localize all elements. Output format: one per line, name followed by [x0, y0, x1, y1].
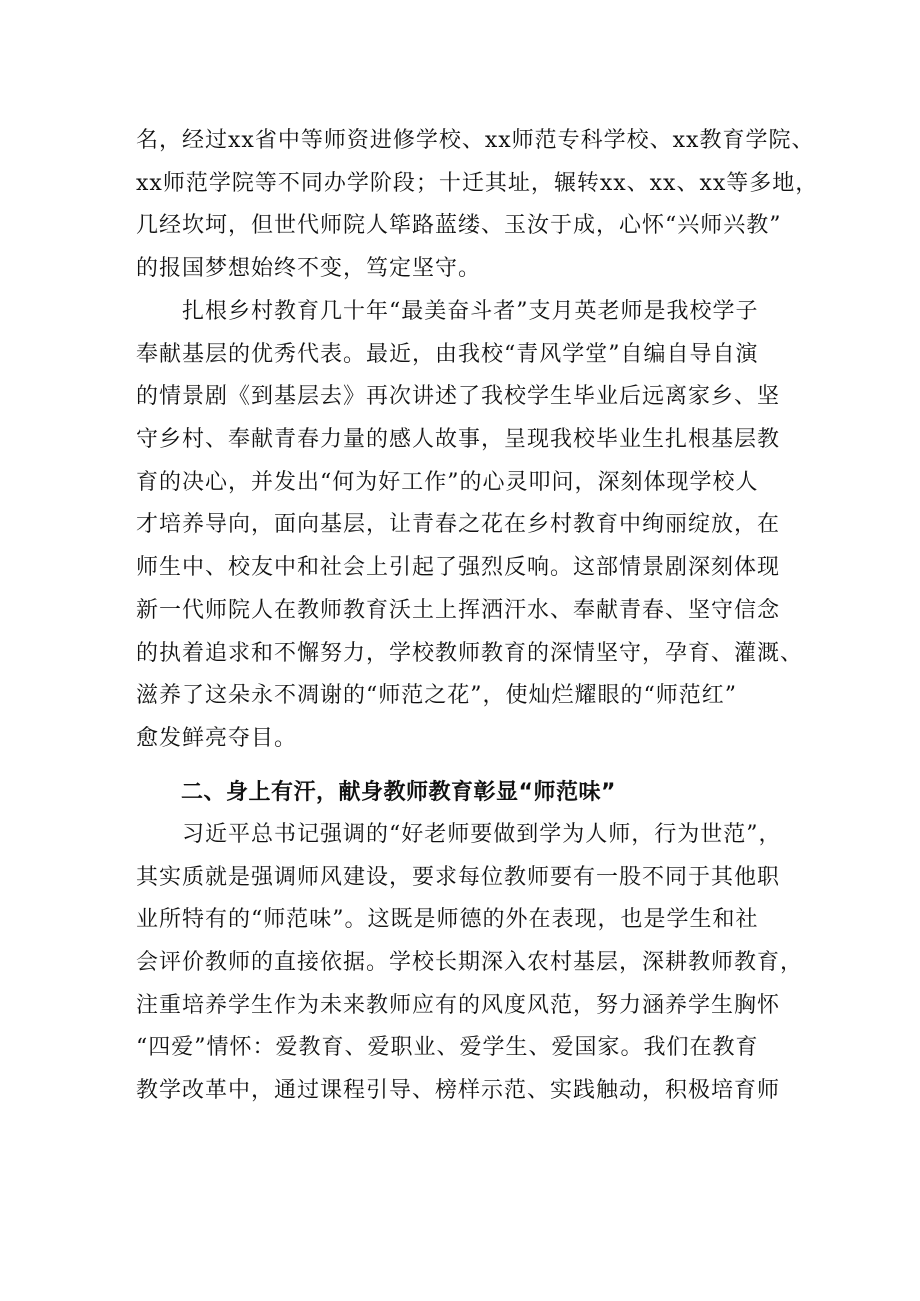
paragraph-role-model	[136, 291, 826, 761]
text-line: 奉献基层的优秀代表。最近，由我校“青风学堂”自编自导自演	[136, 341, 759, 367]
text-line: 滋养了这朵永不凋谢的“师范之花”，使灿烂耀眼的“师范红”	[136, 683, 737, 709]
text-line: 师生中、校友中和社会上引起了强烈反响。这部情景剧深刻体现	[136, 555, 781, 581]
text-line: 扎根乡村教育几十年“最美奋斗者”支月英老师是我校学子	[136, 299, 759, 324]
text-line: 名，经过xx省中等师资进修学校、xx师范专科学校、xx教育学院、	[136, 128, 815, 153]
text-line: 会评价教师的直接依据。学校长期深入农村基层，深耕教师教育，	[136, 950, 804, 976]
text-line: 愈发鲜亮夺目。	[136, 725, 298, 751]
text-line: 新一代师院人在教师教育沃土上挥洒汗水、奉献青春、坚守信念	[136, 597, 781, 623]
text-line: 其实质就是强调师风建设，要求每位教师要有一股不同于其他职	[136, 864, 781, 890]
text-line: 的执着追求和不懈努力，学校教师教育的深情坚守，孕育、灌溉、	[136, 640, 804, 666]
text-line: “四爱”情怀：爱教育、爱职业、爱学生、爱国家。我们在教育	[136, 1035, 759, 1061]
text-line: 业所特有的“师范味”。这既是师德的外在表现，也是学生和社	[136, 907, 759, 933]
text-line: 才培养导向，面向基层，让青春之花在乡村教育中绚丽绽放，在	[136, 512, 781, 538]
text-line: 教学改革中，通过课程引导、榜样示范、实践触动，积极培育师	[136, 1078, 781, 1104]
paragraph-teacher-style	[136, 814, 826, 1113]
text-line: 习近平总书记强调的“好老师要做到学为人师，行为世范”，	[136, 822, 782, 847]
text-line: 注重培养学生作为未来教师应有的风度风范，努力涵养学生胸怀	[136, 992, 781, 1018]
text-line: xx师范学院等不同办学阶段；十迁其址，辗转xx、xx、xx等多地，	[136, 170, 819, 196]
text-line: 的情景剧《到基层去》再次讲述了我校学生毕业后远离家乡、坚	[136, 384, 781, 410]
section-heading-text: 二、身上有汗，献身教师教育彰显“师范味”	[136, 780, 616, 805]
section-heading	[136, 772, 826, 815]
paragraph-history	[136, 120, 826, 291]
text-line: 几经坎坷，但世代师院人筚路蓝缕、玉汝于成，心怀“兴师兴教”	[136, 213, 782, 239]
text-line: 育的决心，并发出“何为好工作”的心灵叩问，深刻体现学校人	[136, 469, 759, 495]
text-line: 的报国梦想始终不变，笃定坚守。	[136, 256, 482, 282]
text-line: 守乡村、奉献青春力量的感人故事，呈现我校毕业生扎根基层教	[136, 427, 781, 453]
